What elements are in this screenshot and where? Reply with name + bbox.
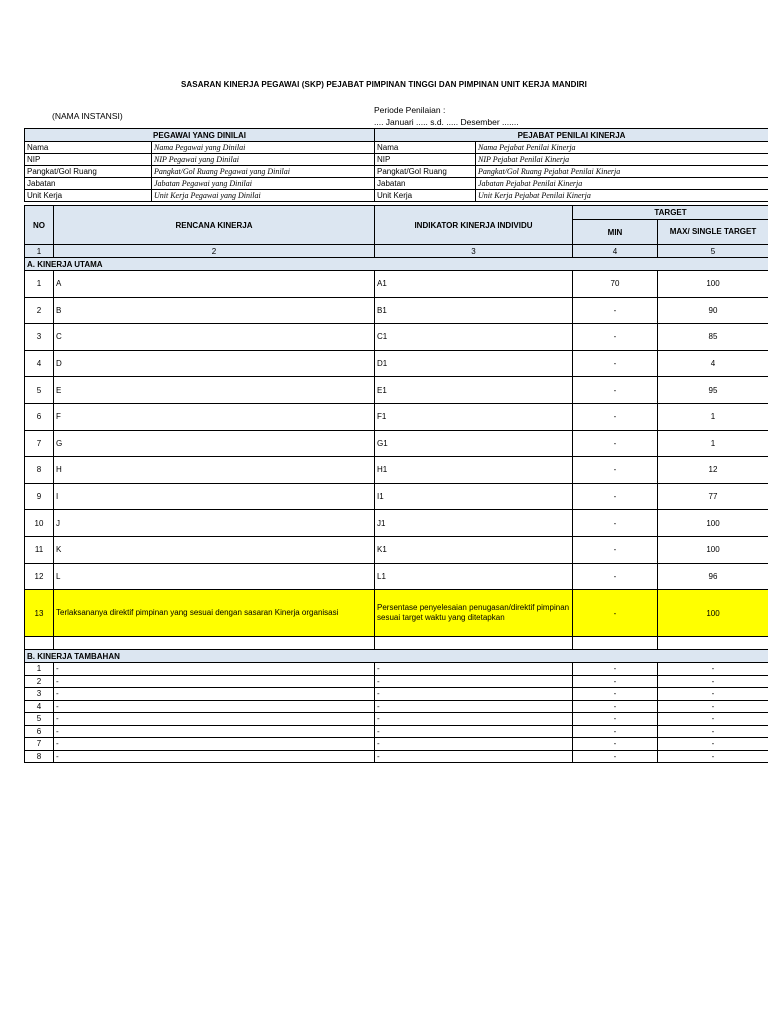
- kinerja-tambahan-row: [25, 675, 768, 688]
- target-max-cell: 90: [658, 297, 768, 324]
- rencana-kinerja-cell: -: [54, 738, 375, 751]
- indikator-cell: -: [375, 688, 573, 701]
- row-number: 7: [25, 738, 54, 751]
- pegawai-field-label: Jabatan: [25, 178, 152, 190]
- indikator-cell: E1: [375, 377, 573, 404]
- info-row: [25, 178, 768, 190]
- col-max: MAX/ SINGLE TARGET: [658, 220, 768, 245]
- rencana-kinerja-cell: C: [54, 324, 375, 351]
- indikator-cell: D1: [375, 350, 573, 377]
- penilai-field-value: NIP Pejabat Penilai Kinerja: [476, 154, 768, 166]
- penilai-field-value: Unit Kerja Pejabat Penilai Kinerja: [476, 190, 768, 202]
- indikator-cell: Persentase penyelesaian penugasan/direktif pimpinan sesuai target waktu yang ditetapkan: [375, 590, 573, 637]
- column-header-row: [25, 206, 768, 220]
- pegawai-field-label: Pangkat/Gol Ruang: [25, 166, 152, 178]
- indikator-cell: -: [375, 700, 573, 713]
- kinerja-utama-row: [25, 510, 768, 537]
- target-min-cell: -: [573, 663, 658, 676]
- target-max-cell: 12: [658, 457, 768, 484]
- rencana-kinerja-cell: -: [54, 675, 375, 688]
- penilai-header: PEJABAT PENILAI KINERJA: [375, 129, 768, 142]
- kinerja-utama-row: [25, 403, 768, 430]
- target-max-cell: 1: [658, 430, 768, 457]
- col-number: 5: [658, 245, 768, 258]
- kinerja-tambahan-row: [25, 725, 768, 738]
- col-min: MIN: [573, 220, 658, 245]
- section-b-label: B. KINERJA TAMBAHAN: [25, 650, 768, 663]
- target-max-cell: -: [658, 738, 768, 751]
- row-number: 2: [25, 675, 54, 688]
- pegawai-field-label: NIP: [25, 154, 152, 166]
- indikator-cell: I1: [375, 483, 573, 510]
- kinerja-utama-row: [25, 536, 768, 563]
- penilai-field-value: Nama Pejabat Penilai Kinerja: [476, 142, 768, 154]
- target-max-cell: -: [658, 675, 768, 688]
- row-number: 7: [25, 430, 54, 457]
- pegawai-field-label: Nama: [25, 142, 152, 154]
- indikator-cell: A1: [375, 271, 573, 298]
- target-max-cell: 100: [658, 536, 768, 563]
- rencana-kinerja-cell: -: [54, 713, 375, 726]
- empty-cell: [25, 637, 54, 650]
- target-max-cell: -: [658, 750, 768, 763]
- row-number: 5: [25, 713, 54, 726]
- kinerja-tambahan-row: [25, 713, 768, 726]
- empty-cell: [375, 637, 573, 650]
- page-title: SASARAN KINERJA PEGAWAI (SKP) PEJABAT PIMPINAN TINGGI DAN PIMPINAN UNIT KERJA MANDIRI: [180, 80, 587, 89]
- rencana-kinerja-cell: K: [54, 536, 375, 563]
- penilai-field-label: Nama: [375, 142, 476, 154]
- target-max-cell: 1: [658, 403, 768, 430]
- target-max-cell: 95: [658, 377, 768, 404]
- row-number: 1: [25, 663, 54, 676]
- target-max-cell: 100: [658, 271, 768, 298]
- target-min-cell: -: [573, 738, 658, 751]
- indikator-cell: B1: [375, 297, 573, 324]
- info-row: [25, 190, 768, 202]
- col-no: NO: [25, 206, 54, 245]
- rencana-kinerja-cell: E: [54, 377, 375, 404]
- row-number: 10: [25, 510, 54, 537]
- rencana-kinerja-cell: D: [54, 350, 375, 377]
- target-min-cell: -: [573, 590, 658, 637]
- rencana-kinerja-cell: -: [54, 700, 375, 713]
- indikator-cell: H1: [375, 457, 573, 484]
- kinerja-utama-row: [25, 483, 768, 510]
- rencana-kinerja-cell: -: [54, 688, 375, 701]
- row-number: 4: [25, 700, 54, 713]
- info-header-row: [25, 129, 768, 142]
- target-max-cell: -: [658, 725, 768, 738]
- kinerja-tambahan-row: [25, 750, 768, 763]
- target-min-cell: -: [573, 510, 658, 537]
- target-max-cell: 100: [658, 590, 768, 637]
- indikator-cell: L1: [375, 563, 573, 590]
- skp-table: [24, 205, 768, 763]
- row-number: 9: [25, 483, 54, 510]
- section-a-row: [25, 258, 768, 271]
- target-min-cell: -: [573, 725, 658, 738]
- indikator-cell: G1: [375, 430, 573, 457]
- rencana-kinerja-cell: -: [54, 725, 375, 738]
- indikator-cell: J1: [375, 510, 573, 537]
- penilai-field-value: Pangkat/Gol Ruang Pejabat Penilai Kinerja: [476, 166, 768, 178]
- kinerja-utama-row: [25, 297, 768, 324]
- target-min-cell: -: [573, 350, 658, 377]
- kinerja-utama-row: [25, 430, 768, 457]
- row-number: 12: [25, 563, 54, 590]
- periode-block: [374, 104, 519, 128]
- pegawai-field-value: Jabatan Pegawai yang Dinilai: [152, 178, 375, 190]
- col-number: 1: [25, 245, 54, 258]
- penilai-field-label: Jabatan: [375, 178, 476, 190]
- indikator-cell: -: [375, 713, 573, 726]
- kinerja-utama-row: [25, 590, 768, 637]
- rencana-kinerja-cell: G: [54, 430, 375, 457]
- target-min-cell: -: [573, 430, 658, 457]
- target-min-cell: -: [573, 457, 658, 484]
- row-number: 3: [25, 688, 54, 701]
- indikator-cell: -: [375, 750, 573, 763]
- row-number: 2: [25, 297, 54, 324]
- periode-value: .... Januari ..... s.d. ..... Desember .......: [374, 117, 519, 127]
- indikator-cell: F1: [375, 403, 573, 430]
- pegawai-field-value: Pangkat/Gol Ruang Pegawai yang Dinilai: [152, 166, 375, 178]
- penilai-field-value: Jabatan Pejabat Penilai Kinerja: [476, 178, 768, 190]
- row-number: 6: [25, 725, 54, 738]
- kinerja-tambahan-row: [25, 738, 768, 751]
- info-table: [24, 128, 768, 202]
- target-min-cell: -: [573, 700, 658, 713]
- target-min-cell: -: [573, 483, 658, 510]
- penilai-field-label: Unit Kerja: [375, 190, 476, 202]
- rencana-kinerja-cell: I: [54, 483, 375, 510]
- kinerja-utama-row: [25, 457, 768, 484]
- target-min-cell: 70: [573, 271, 658, 298]
- column-number-row: [25, 245, 768, 258]
- pegawai-field-label: Unit Kerja: [25, 190, 152, 202]
- target-min-cell: -: [573, 403, 658, 430]
- info-row: [25, 142, 768, 154]
- target-min-cell: -: [573, 563, 658, 590]
- instansi-label: (NAMA INSTANSI): [52, 111, 123, 121]
- col-rencana: RENCANA KINERJA: [54, 206, 375, 245]
- pegawai-field-value: NIP Pegawai yang Dinilai: [152, 154, 375, 166]
- indikator-cell: -: [375, 738, 573, 751]
- empty-cell: [54, 637, 375, 650]
- section-b-row: [25, 650, 768, 663]
- target-max-cell: -: [658, 688, 768, 701]
- indikator-cell: -: [375, 663, 573, 676]
- col-number: 3: [375, 245, 573, 258]
- kinerja-tambahan-row: [25, 688, 768, 701]
- col-number: 2: [54, 245, 375, 258]
- kinerja-tambahan-row: [25, 700, 768, 713]
- target-min-cell: -: [573, 377, 658, 404]
- target-min-cell: -: [573, 713, 658, 726]
- target-max-cell: -: [658, 663, 768, 676]
- pegawai-header: PEGAWAI YANG DINILAI: [25, 129, 375, 142]
- rencana-kinerja-cell: B: [54, 297, 375, 324]
- target-min-cell: -: [573, 675, 658, 688]
- indikator-cell: K1: [375, 536, 573, 563]
- row-number: 4: [25, 350, 54, 377]
- target-min-cell: -: [573, 750, 658, 763]
- empty-cell: [658, 637, 768, 650]
- row-number: 5: [25, 377, 54, 404]
- target-max-cell: 77: [658, 483, 768, 510]
- kinerja-tambahan-row: [25, 663, 768, 676]
- section-a-label: A. KINERJA UTAMA: [25, 258, 768, 271]
- target-min-cell: -: [573, 688, 658, 701]
- row-number: 13: [25, 590, 54, 637]
- target-max-cell: 85: [658, 324, 768, 351]
- target-min-cell: -: [573, 324, 658, 351]
- kinerja-utama-row: [25, 324, 768, 351]
- rencana-kinerja-cell: L: [54, 563, 375, 590]
- rencana-kinerja-cell: A: [54, 271, 375, 298]
- periode-label: Periode Penilaian :: [374, 105, 446, 115]
- penilai-field-label: NIP: [375, 154, 476, 166]
- rencana-kinerja-cell: -: [54, 663, 375, 676]
- info-row: [25, 154, 768, 166]
- target-max-cell: -: [658, 700, 768, 713]
- col-indikator: INDIKATOR KINERJA INDIVIDU: [375, 206, 573, 245]
- kinerja-utama-row: [25, 563, 768, 590]
- target-max-cell: 96: [658, 563, 768, 590]
- row-number: 8: [25, 457, 54, 484]
- kinerja-utama-row: [25, 271, 768, 298]
- target-max-cell: 4: [658, 350, 768, 377]
- target-max-cell: -: [658, 713, 768, 726]
- spacer-row: [25, 637, 768, 650]
- kinerja-utama-row: [25, 350, 768, 377]
- target-min-cell: -: [573, 536, 658, 563]
- pegawai-field-value: Nama Pegawai yang Dinilai: [152, 142, 375, 154]
- row-number: 8: [25, 750, 54, 763]
- target-max-cell: 100: [658, 510, 768, 537]
- indikator-cell: -: [375, 675, 573, 688]
- row-number: 6: [25, 403, 54, 430]
- empty-cell: [573, 637, 658, 650]
- row-number: 1: [25, 271, 54, 298]
- indikator-cell: C1: [375, 324, 573, 351]
- target-min-cell: -: [573, 297, 658, 324]
- col-number: 4: [573, 245, 658, 258]
- indikator-cell: -: [375, 725, 573, 738]
- pegawai-field-value: Unit Kerja Pegawai yang Dinilai: [152, 190, 375, 202]
- info-row: [25, 166, 768, 178]
- col-target: TARGET: [573, 206, 768, 220]
- row-number: 11: [25, 536, 54, 563]
- rencana-kinerja-cell: F: [54, 403, 375, 430]
- row-number: 3: [25, 324, 54, 351]
- penilai-field-label: Pangkat/Gol Ruang: [375, 166, 476, 178]
- rencana-kinerja-cell: Terlaksananya direktif pimpinan yang sesuai dengan sasaran Kinerja organisasi: [54, 590, 375, 637]
- rencana-kinerja-cell: -: [54, 750, 375, 763]
- rencana-kinerja-cell: J: [54, 510, 375, 537]
- rencana-kinerja-cell: H: [54, 457, 375, 484]
- kinerja-utama-row: [25, 377, 768, 404]
